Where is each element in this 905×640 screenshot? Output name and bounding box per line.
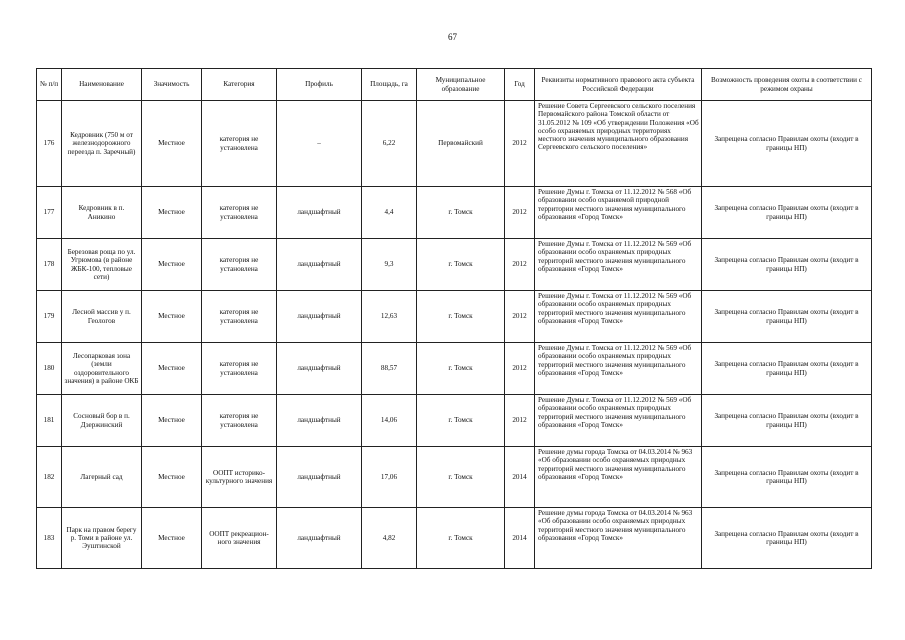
table-row — [37, 101, 872, 187]
header-municipality: Муниципальное образование — [417, 69, 505, 101]
cell-category: ООПТ историко-культурного значения — [202, 447, 277, 508]
cell-municipality: г. Томск — [417, 239, 505, 291]
table-row — [37, 187, 872, 239]
cell-area: 14,06 — [362, 395, 417, 447]
cell-municipality: г. Томск — [417, 447, 505, 508]
cell-year: 2012 — [505, 343, 535, 395]
header-profile: Профиль — [277, 69, 362, 101]
cell-significance: Местное — [142, 101, 202, 187]
header-year: Год — [505, 69, 535, 101]
cell-hunting: Запрещена согласно Правилам охоты (входит в границы НП) — [702, 101, 872, 187]
header-category: Категория — [202, 69, 277, 101]
cell-hunting: Запрещена согласно Правилам охоты (входит в границы НП) — [702, 395, 872, 447]
cell-municipality: г. Томск — [417, 343, 505, 395]
cell-name: Сосновый бор в п. Дзержинский — [62, 395, 142, 447]
cell-significance: Местное — [142, 343, 202, 395]
cell-area: 88,57 — [362, 343, 417, 395]
cell-requisites: Решение Думы г. Томска от 11.12.2012 № 569 «Об образовании особо охраняемых природных территорий местного значения муниципального образования «Город Томск» — [535, 291, 702, 343]
cell-name: Лесной массив у п. Геологов — [62, 291, 142, 343]
cell-profile: ландшафтный — [277, 187, 362, 239]
cell-area: 4,82 — [362, 508, 417, 569]
cell-hunting: Запрещена согласно Правилам охоты (входит в границы НП) — [702, 291, 872, 343]
header-name: Наименование — [62, 69, 142, 101]
cell-hunting: Запрещена согласно Правилам охоты (входит в границы НП) — [702, 447, 872, 508]
cell-area: 6,22 — [362, 101, 417, 187]
table-row — [37, 447, 872, 508]
cell-num: 176 — [37, 101, 62, 187]
cell-category: категория не установлена — [202, 187, 277, 239]
cell-requisites: Решение Думы г. Томска от 11.12.2012 № 568 «Об образовании особо охраняемой природной территории местного значения муниципального образования «Город Томск» — [535, 187, 702, 239]
cell-num: 179 — [37, 291, 62, 343]
cell-year: 2014 — [505, 447, 535, 508]
cell-significance: Местное — [142, 508, 202, 569]
cell-profile: – — [277, 101, 362, 187]
cell-num: 177 — [37, 187, 62, 239]
table-row — [37, 508, 872, 569]
cell-hunting: Запрещена согласно Правилам охоты (входит в границы НП) — [702, 343, 872, 395]
cell-name: Парк на правом берегу р. Томи в районе ул. Эуштинской — [62, 508, 142, 569]
cell-municipality: г. Томск — [417, 395, 505, 447]
table-row — [37, 343, 872, 395]
cell-category: категория не установлена — [202, 291, 277, 343]
header-requisites: Реквизиты нормативного правового акта субъекта Российской Федерации — [535, 69, 702, 101]
table-header-row — [37, 69, 872, 101]
cell-hunting: Запрещена согласно Правилам охоты (входит в границы НП) — [702, 187, 872, 239]
cell-name: Лесопарковая зона (земли оздоровительного значения) в районе ОКБ — [62, 343, 142, 395]
header-area: Площадь, га — [362, 69, 417, 101]
cell-category: категория не установлена — [202, 343, 277, 395]
cell-area: 9,3 — [362, 239, 417, 291]
cell-significance: Местное — [142, 395, 202, 447]
cell-requisites: Решение Думы г. Томска от 11.12.2012 № 569 «Об образовании особо охраняемых природных территорий местного значения муниципального образования «Город Томск» — [535, 239, 702, 291]
cell-significance: Местное — [142, 447, 202, 508]
cell-year: 2012 — [505, 101, 535, 187]
cell-category: ООПТ рекреацион-ного значения — [202, 508, 277, 569]
table-row — [37, 239, 872, 291]
protected-areas-table — [36, 68, 872, 569]
table-row — [37, 395, 872, 447]
cell-year: 2012 — [505, 291, 535, 343]
cell-num: 181 — [37, 395, 62, 447]
cell-hunting: Запрещена согласно Правилам охоты (входит в границы НП) — [702, 239, 872, 291]
cell-category: категория не установлена — [202, 239, 277, 291]
cell-requisites: Решение Думы г. Томска от 11.12.2012 № 569 «Об образовании особо охраняемых природных территорий местного значения муниципального образования «Город Томск» — [535, 343, 702, 395]
cell-requisites: Решение Думы г. Томска от 11.12.2012 № 569 «Об образовании особо охраняемых природных территорий местного значения муниципального образования «Город Томск» — [535, 395, 702, 447]
cell-significance: Местное — [142, 239, 202, 291]
cell-num: 180 — [37, 343, 62, 395]
cell-profile: ландшафтный — [277, 447, 362, 508]
cell-municipality: г. Томск — [417, 291, 505, 343]
cell-requisites: Решение думы города Томска от 04.03.2014 № 963 «Об образовании особо охраняемых природных территорий местного значения муниципального образования «Город Томск» — [535, 508, 702, 569]
cell-requisites: Решение Совета Сергеевского сельского поселения Первомайского района Томской области от 31.05.2012 № 109 «Об утверждении Положения «Об особо охраняемых природных территориях местного значения муниципального образования Сергеевского сельского поселения» — [535, 101, 702, 187]
cell-name: Лагерный сад — [62, 447, 142, 508]
cell-name: Кедровник (750 м от железнодорожного переезда п. Заречный) — [62, 101, 142, 187]
cell-name: Березовая роща по ул. Угрюмова (в районе ЖБК-100, тепловые сети) — [62, 239, 142, 291]
cell-num: 178 — [37, 239, 62, 291]
page-number: 67 — [448, 32, 457, 42]
cell-area: 4,4 — [362, 187, 417, 239]
cell-category: категория не установлена — [202, 395, 277, 447]
cell-category: категория не установлена — [202, 101, 277, 187]
cell-significance: Местное — [142, 187, 202, 239]
cell-area: 17,06 — [362, 447, 417, 508]
cell-profile: ландшафтный — [277, 239, 362, 291]
cell-profile: ландшафтный — [277, 395, 362, 447]
cell-num: 182 — [37, 447, 62, 508]
cell-requisites: Решение думы города Томска от 04.03.2014 № 963 «Об образовании особо охраняемых природных территорий местного значения муниципального образования «Город Томск» — [535, 447, 702, 508]
cell-profile: ландшафтный — [277, 291, 362, 343]
cell-profile: ландшафтный — [277, 343, 362, 395]
cell-area: 12,63 — [362, 291, 417, 343]
cell-significance: Местное — [142, 291, 202, 343]
cell-municipality: Первомайский — [417, 101, 505, 187]
cell-municipality: г. Томск — [417, 508, 505, 569]
cell-year: 2012 — [505, 187, 535, 239]
header-significance: Значимость — [142, 69, 202, 101]
table-row — [37, 291, 872, 343]
header-hunting: Возможность проведения охоты в соответствии с режимом охраны — [702, 69, 872, 101]
cell-year: 2014 — [505, 508, 535, 569]
cell-year: 2012 — [505, 239, 535, 291]
cell-profile: ландшафтный — [277, 508, 362, 569]
cell-name: Кедровник в п. Аникино — [62, 187, 142, 239]
cell-year: 2012 — [505, 395, 535, 447]
cell-municipality: г. Томск — [417, 187, 505, 239]
cell-hunting: Запрещена согласно Правилам охоты (входит в границы НП) — [702, 508, 872, 569]
cell-num: 183 — [37, 508, 62, 569]
header-num: № п/п — [37, 69, 62, 101]
